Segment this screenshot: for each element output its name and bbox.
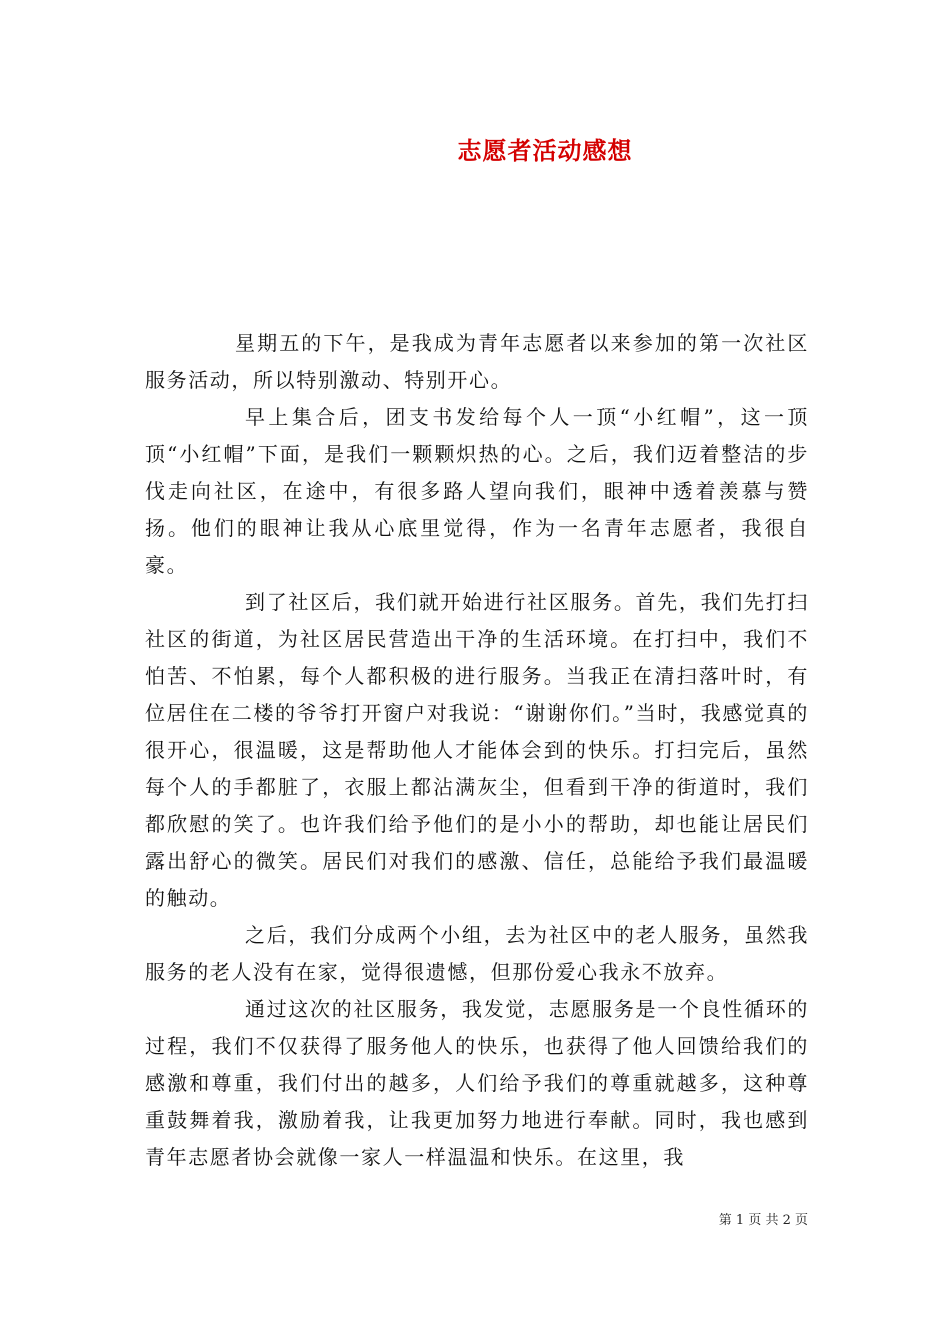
paragraph-1: 星期五的下午，是我成为青年志愿者以来参加的第一次社区服务活动，所以特别激动、特别开心。: [145, 331, 809, 392]
paragraph-3: 到了社区后，我们就开始进行社区服务。首先，我们先打扫社区的街道，为社区居民营造出干净的生活环境。在打扫中，我们不怕苦、不怕累，每个人都积极的进行服务。当我正在清扫落叶时，有位居住在二楼的爷爷打开窗户对我说：“谢谢你们。”当时，我感觉真的很开心，很温暖，这是帮助他人才能体会到的快乐。打扫完后，虽然每个人的手都脏了，衣服上都沾满灰尘，但看到干净的街道时，我们都欣慰的笑了。也许我们给予他们的是小小的帮助，却也能让居民们露出舒心的微笑。居民们对我们的感激、信任，总能给予我们最温暖的触动。: [145, 590, 809, 910]
document-body: [145, 325, 809, 1176]
paragraph-2: 早上集合后，团支书发给每个人一顶“小红帽”，这一顶顶“小红帽”下面，是我们一颗颗炽热的心。之后，我们迈着整洁的步伐走向社区，在途中，有很多路人望向我们，眼神中透着羡慕与赞扬。他们的眼神让我从心底里觉得，作为一名青年志愿者，我很自豪。: [145, 405, 809, 577]
document-title: 志愿者活动感想: [457, 136, 633, 165]
paragraph-5: 通过这次的社区服务，我发觉，志愿服务是一个良性循环的过程，我们不仅获得了服务他人的快乐，也获得了他人回馈给我们的感激和尊重，我们付出的越多，人们给予我们的尊重就越多，这种尊重鼓舞着我，激励着我，让我更加努力地进行奉献。同时，我也感到青年志愿者协会就像一家人一样温温和快乐。在这里，我: [145, 997, 809, 1169]
paragraph-4: 之后，我们分成两个小组，去为社区中的老人服务，虽然我服务的老人没有在家，觉得很遗憾，但那份爱心我永不放弃。: [145, 923, 809, 984]
page-number-footer: 第 1 页 共 2 页: [718, 1213, 808, 1228]
